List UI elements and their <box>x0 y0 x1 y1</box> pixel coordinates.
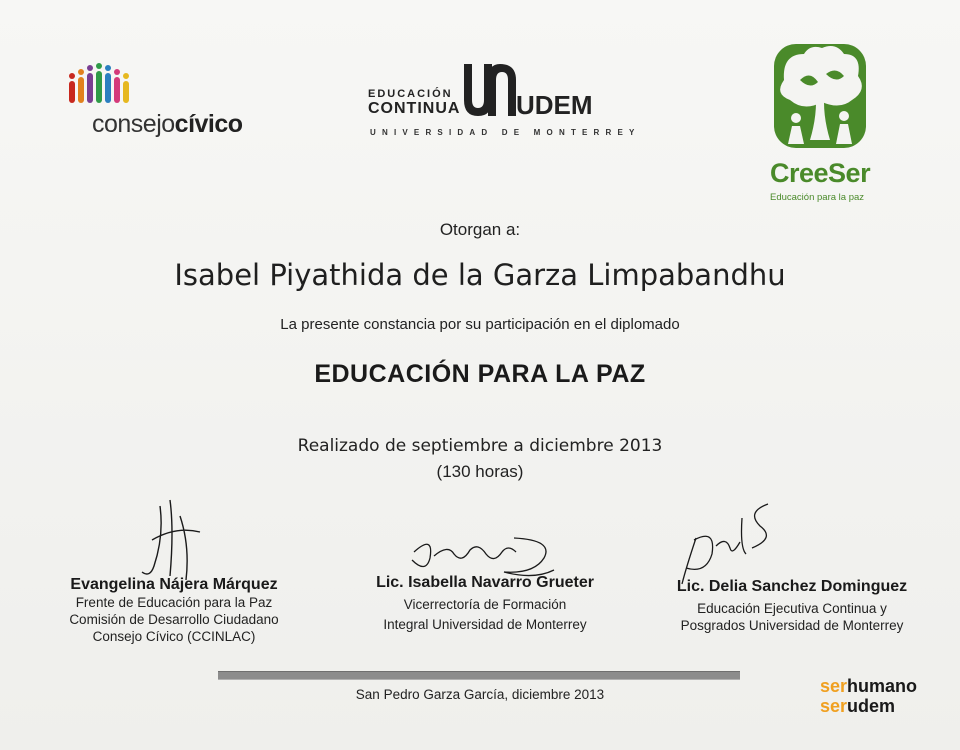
people-icon <box>66 62 136 108</box>
place-date: San Pedro Garza García, diciembre 2013 <box>355 687 605 702</box>
program-title: EDUCACIÓN PARA LA PAZ <box>314 360 646 388</box>
signatory-2-line-2: Integral Universidad de Monterrey <box>383 617 587 632</box>
signatory-1 <box>56 576 292 645</box>
udem-um-mark-icon <box>462 60 518 120</box>
signatory-3-line-2: Posgrados Universidad de Monterrey <box>680 618 904 633</box>
otorgan-label: Otorgan a: <box>439 220 521 239</box>
tree-icon <box>770 40 870 152</box>
hours-text: (130 horas) <box>436 462 524 481</box>
recipient-name: Isabel Piyathida de la Garza Limpabandhu <box>174 258 786 292</box>
signatory-3 <box>656 578 928 634</box>
serhumano-serudem-tagline <box>820 676 917 716</box>
udem-educacion: EDUCACIÓN <box>368 88 453 100</box>
consejo-civico-logo <box>66 62 266 142</box>
signatory-2-line-1: Vicerrectoría de Formación <box>403 597 567 612</box>
signature-scribble-3 <box>676 498 786 588</box>
tagline-line-1: serhumano <box>820 676 918 696</box>
signatory-3-name: Lic. Delia Sanchez Dominguez <box>676 578 908 595</box>
udem-universidad: UNIVERSIDAD DE MONTERREY <box>370 128 641 137</box>
footer-rule <box>218 671 740 680</box>
signatory-1-line-1: Frente de Educación para la Paz <box>75 595 273 610</box>
udem-logo <box>368 60 641 142</box>
signatory-3-line-1: Educación Ejecutiva Continua y <box>697 601 887 616</box>
udem-continua: CONTINUA <box>368 100 461 117</box>
tagline-line-2: serudem <box>820 696 896 716</box>
signatory-1-name: Evangelina Nájera Márquez <box>70 576 278 593</box>
signatory-2-name: Lic. Isabella Navarro Grueter <box>376 574 594 591</box>
realizado-text: Realizado de septiembre a diciembre 2013 <box>297 436 663 456</box>
creeser-tagline: Educación para la paz <box>770 192 865 203</box>
signature-scribble-1 <box>130 496 210 586</box>
udem-brand: UDEM <box>516 90 593 120</box>
signatory-2 <box>358 574 612 633</box>
presente-text: La presente constancia por su participación en el diplomado <box>280 316 680 333</box>
consejo-civico-wordmark: consejocívico <box>92 110 243 138</box>
signatory-1-line-3: Consejo Cívico (CCINLAC) <box>92 629 256 644</box>
creeser-brand: CreeSer <box>770 158 871 188</box>
signatory-1-line-2: Comisión de Desarrollo Ciudadano <box>69 612 279 627</box>
creeser-logo <box>768 40 878 205</box>
